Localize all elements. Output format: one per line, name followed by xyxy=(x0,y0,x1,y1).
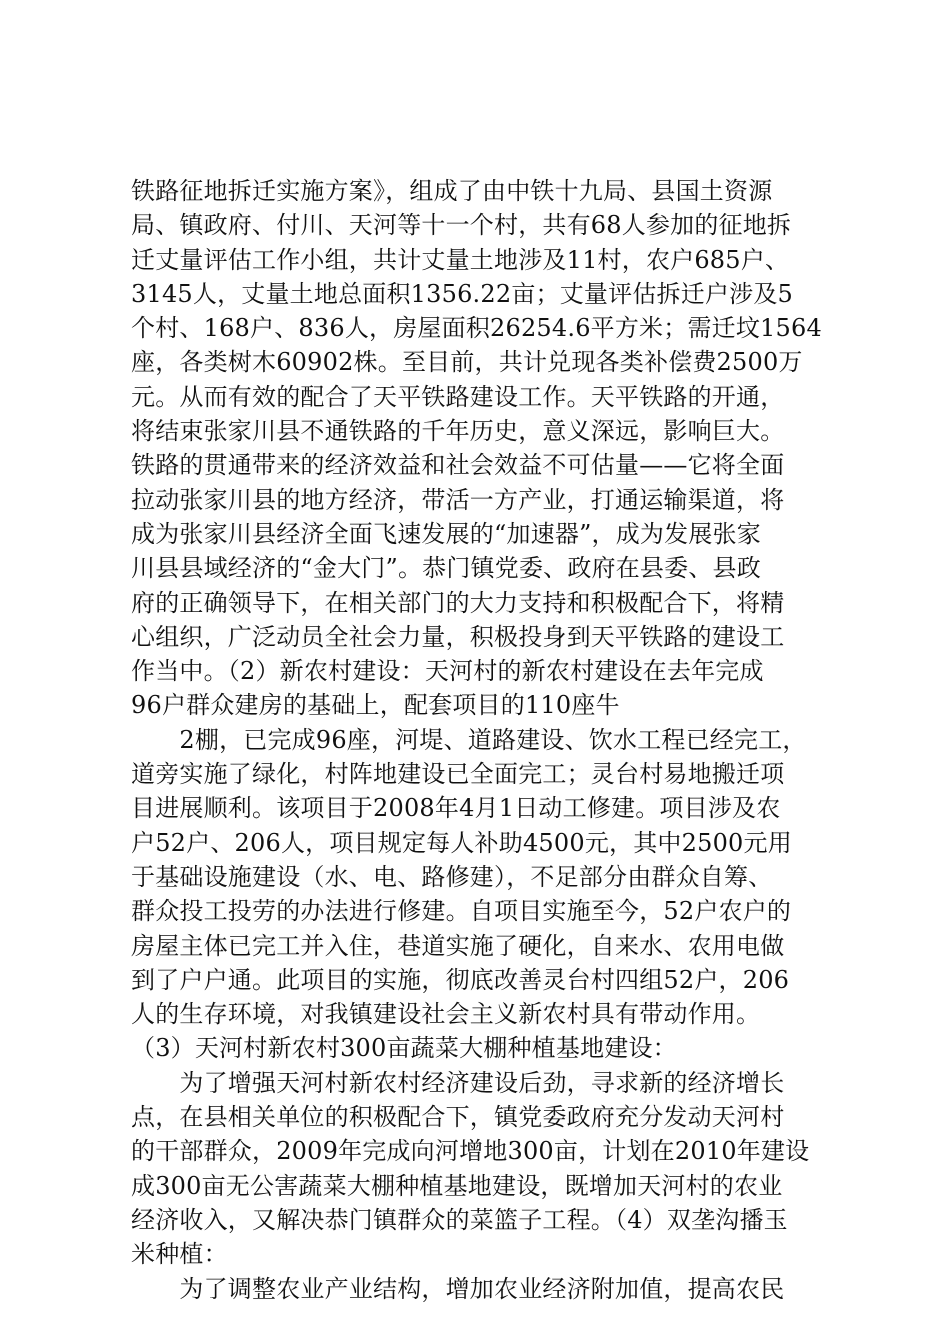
text-line: 个村、168户、836人，房屋面积26254.6平方米；需迁坟1564 xyxy=(131,314,822,343)
text-line: 作当中。（2）新农村建设：天河村的新农村建设在去年完成 xyxy=(131,657,764,686)
text-line: 铁路的贯通带来的经济效益和社会效益不可估量——它将全面 xyxy=(131,451,785,480)
text-line: 铁路征地拆迁实施方案》，组成了由中铁十九局、县国土资源 xyxy=(131,177,773,205)
text-line: 经济收入，又解决恭门镇群众的菜篮子工程。（4）双垄沟播玉 xyxy=(131,1205,788,1234)
text-line: 为了增强天河村新农村经济建设后劲，寻求新的经济增长 xyxy=(131,1068,785,1097)
text-line: 96户群众建房的基础上，配套项目的110座牛 xyxy=(131,691,620,720)
text-line: （3）天河村新农村300亩蔬菜大棚种植基地建设： xyxy=(131,1034,677,1063)
text-line: 群众投工投劳的办法进行修建。自项目实施至今，52户农户的 xyxy=(131,897,792,926)
text-line: 于基础设施建设（水、电、路修建），不足部分由群众自筹、 xyxy=(131,862,773,891)
text-line: 房屋主体已完工并入住，巷道实施了硬化，自来水、农用电做 xyxy=(131,931,785,960)
text-line: 心组织，广泛动员全社会力量，积极投身到天平铁路的建设工 xyxy=(131,622,785,651)
text-line: 人的生存环境，对我镇建设社会主义新农村具有带动作用。 xyxy=(131,1000,761,1029)
text-line: 拉动张家川县的地方经济，带活一方产业，打通运输渠道，将 xyxy=(131,485,785,514)
text-line: 府的正确领导下，在相关部门的大力支持和积极配合下，将精 xyxy=(131,588,785,617)
text-line: 川县县域经济的“金大门”。恭门镇党委、政府在县委、县政 xyxy=(131,554,761,583)
text-line: 迁丈量评估工作小组，共计丈量土地涉及11村，农户685户、 xyxy=(131,245,790,274)
text-line: 为了调整农业产业结构，增加农业经济附加值，提高农民 xyxy=(131,1274,785,1303)
text-line: 将结束张家川县不通铁路的千年历史，意义深远，影响巨大。 xyxy=(131,417,785,446)
text-line: 户52户、206人，项目规定每人补助4500元，其中2500元用 xyxy=(131,828,792,857)
document-body xyxy=(131,174,831,1306)
text-line: 到了户户通。此项目的实施，彻底改善灵台村四组52户，206 xyxy=(131,965,790,994)
text-line: 道旁实施了绿化，村阵地建设已全面完工；灵台村易地搬迁项 xyxy=(131,760,785,789)
text-line: 目进展顺利。该项目于2008年4月1日动工修建。项目涉及农 xyxy=(131,794,781,823)
text-line: 局、镇政府、付川、天河等十一个村，共有68人参加的征地拆 xyxy=(131,211,792,240)
text-line: 成300亩无公害蔬菜大棚种植基地建设，既增加天河村的农业 xyxy=(131,1171,783,1200)
text-line: 3145人，丈量土地总面积1356.22亩；丈量评估拆迁户涉及5 xyxy=(131,279,793,308)
text-line: 元。从而有效的配合了天平铁路建设工作。天平铁路的开通， xyxy=(131,382,785,411)
text-line: 座，各类树木60902株。至目前，共计兑现各类补偿费2500万 xyxy=(131,348,803,377)
text-line: 点，在县相关单位的积极配合下，镇党委政府充分发动天河村 xyxy=(131,1103,785,1132)
text-line: 的干部群众，2009年完成向河增地300亩，计划在2010年建设 xyxy=(131,1137,810,1166)
text-line: 米种植： xyxy=(131,1240,228,1269)
text-line: 成为张家川县经济全面飞速发展的“加速器”，成为发展张家 xyxy=(131,519,761,548)
text-line: 2棚，已完成96座，河堤、道路建设、饮水工程已经完工， xyxy=(131,725,807,754)
